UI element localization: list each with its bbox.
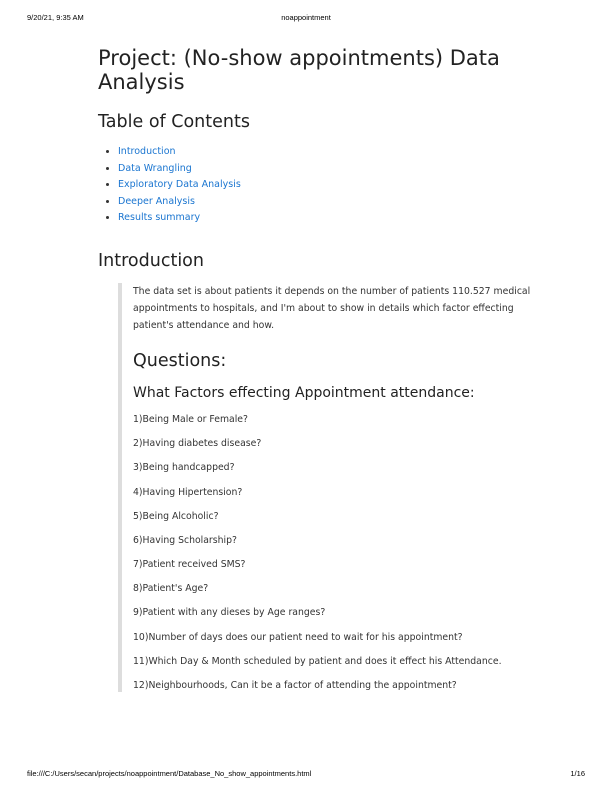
toc-heading: Table of Contents <box>98 112 250 132</box>
toc-item <box>118 161 538 178</box>
toc-item <box>118 194 538 211</box>
question-item: 1)Being Male or Female? <box>133 413 248 425</box>
toc-item <box>118 144 538 161</box>
toc-link-deeper-analysis[interactable]: Deeper Analysis <box>118 195 195 207</box>
print-datetime: 9/20/21, 9:35 AM <box>27 13 84 22</box>
question-item: 6)Having Scholarship? <box>133 534 237 546</box>
question-item: 10)Number of days does our patient need to wait for his appointment? <box>133 631 463 643</box>
question-item: 12)Neighbourhoods, Can it be a factor of attending the appointment? <box>133 680 457 692</box>
factors-heading: What Factors effecting Appointment attendance: <box>133 384 475 401</box>
toc-item <box>118 210 538 227</box>
questions-heading: Questions: <box>133 350 227 371</box>
notebook-content <box>98 46 538 692</box>
question-item: 7)Patient received SMS? <box>133 559 246 571</box>
print-page-number: 1/16 <box>570 769 585 778</box>
question-item: 4)Having Hipertension? <box>133 486 243 498</box>
toc-link-introduction[interactable]: Introduction <box>118 146 176 157</box>
question-item: 8)Patient's Age? <box>133 583 209 595</box>
introduction-paragraph: The data set is about patients it depends on the number of patients 110.527 medical appointments to hospitals, and I'm about to show in details which factor effecting patient's attendance and how. <box>133 285 531 331</box>
introduction-blockquote <box>118 283 538 692</box>
introduction-heading: Introduction <box>98 250 204 271</box>
toc-link-results-summary[interactable]: Results summary <box>118 212 201 224</box>
toc-list <box>98 144 538 227</box>
question-item: 11)Which Day & Month scheduled by patient and does it effect his Attendance. <box>133 655 502 667</box>
question-item: 5)Being Alcoholic? <box>133 510 219 522</box>
toc-link-eda[interactable]: Exploratory Data Analysis <box>118 179 241 191</box>
question-item: 2)Having diabetes disease? <box>133 438 262 450</box>
question-item: 3)Being handcapped? <box>133 462 235 474</box>
page-title: Project: (No-show appointments) Data Analysis <box>98 46 500 94</box>
question-item: 9)Patient with any dieses by Age ranges? <box>133 607 326 619</box>
toc-link-data-wrangling[interactable]: Data Wrangling <box>118 162 192 174</box>
print-file-path: file:///C:/Users/secan/projects/noappointment/Database_No_show_appointments.html <box>27 769 312 778</box>
print-title: noappointment <box>281 13 331 22</box>
toc-item <box>118 177 538 194</box>
